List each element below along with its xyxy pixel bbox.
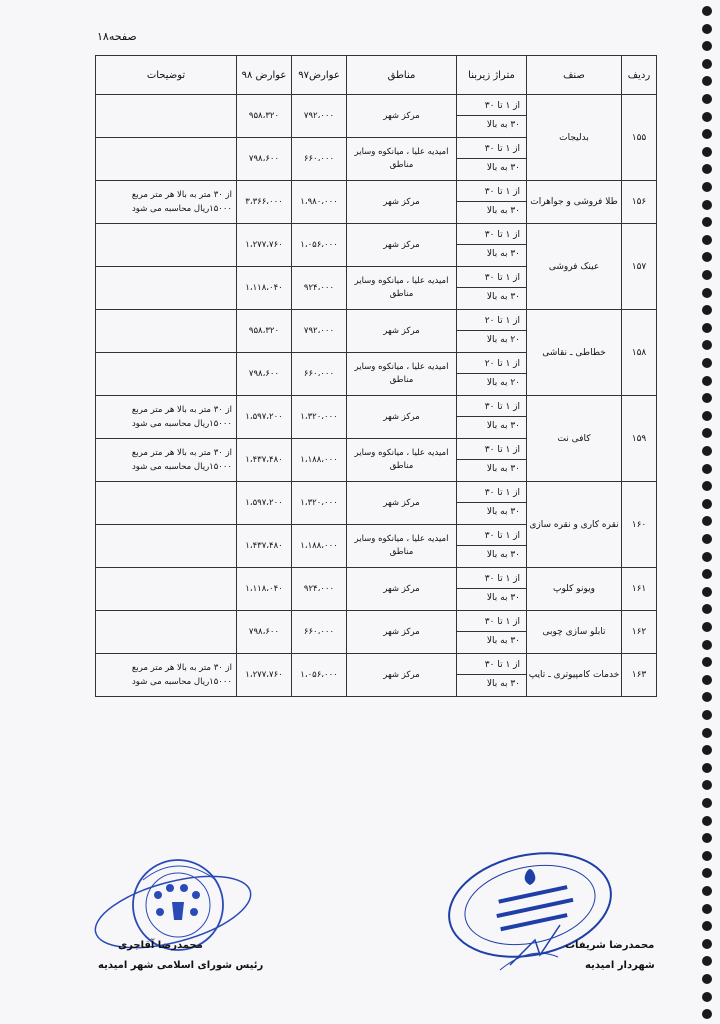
- binding-hole: [702, 428, 712, 438]
- binding-hole: [702, 1009, 712, 1019]
- area-range: ۳۰ به بالا: [486, 464, 520, 474]
- cell-fee98: ۳،۳۶۶،۰۰۰: [237, 181, 292, 224]
- cell-row-number: ۱۶۳: [622, 654, 657, 697]
- spiral-binding: [698, 0, 714, 1024]
- cell-description: از ۳۰ متر به بالا هر متر مربع ۱۵۰۰۰ریال محاسبه می شود: [96, 439, 237, 482]
- binding-hole: [702, 464, 712, 474]
- area-range: از ۱ تا ۳۰: [457, 269, 526, 288]
- cell-zone: مرکز شهر: [347, 482, 457, 525]
- binding-hole: [702, 587, 712, 597]
- cell-fee97: ۱،۹۸۰،۰۰۰: [292, 181, 347, 224]
- table-row: [96, 396, 657, 439]
- binding-hole: [702, 552, 712, 562]
- header-fee97: عوارض۹۷: [292, 56, 347, 95]
- cell-guild: ویونو کلوپ: [527, 568, 622, 611]
- area-range: از ۱ تا ۲۰: [457, 355, 526, 374]
- binding-hole: [702, 939, 712, 949]
- cell-area: [457, 138, 527, 181]
- binding-hole: [702, 59, 712, 69]
- cell-fee98: ۱،۴۳۷،۴۸۰: [237, 525, 292, 568]
- cell-fee97: ۹۲۴،۰۰۰: [292, 267, 347, 310]
- binding-hole: [702, 147, 712, 157]
- binding-hole: [702, 640, 712, 650]
- cell-fee98: ۱،۵۹۷،۲۰۰: [237, 482, 292, 525]
- binding-hole: [702, 851, 712, 861]
- cell-fee97: ۱،۱۸۸،۰۰۰: [292, 439, 347, 482]
- header-zone: مناطق: [347, 56, 457, 95]
- header-fee98: عوارض ۹۸: [237, 56, 292, 95]
- binding-hole: [702, 182, 712, 192]
- cell-fee97: ۱،۱۸۸،۰۰۰: [292, 525, 347, 568]
- cell-description: از ۳۰ متر به بالا هر متر مربع ۱۵۰۰۰ریال محاسبه می شود: [96, 396, 237, 439]
- table-row: [96, 568, 657, 611]
- area-range: ۲۰ به بالا: [486, 378, 520, 388]
- binding-hole: [702, 112, 712, 122]
- cell-description: [96, 138, 237, 181]
- cell-zone: مرکز شهر: [347, 396, 457, 439]
- binding-hole: [702, 411, 712, 421]
- binding-hole: [702, 516, 712, 526]
- cell-fee98: ۱،۲۷۷،۷۶۰: [237, 224, 292, 267]
- header-description: توضیحات: [96, 56, 237, 95]
- area-range: از ۱ تا ۳۰: [457, 398, 526, 417]
- cell-zone: مرکز شهر: [347, 568, 457, 611]
- cell-area: [457, 267, 527, 310]
- binding-hole: [702, 235, 712, 245]
- cell-area: [457, 95, 527, 138]
- area-range: از ۱ تا ۳۰: [457, 140, 526, 159]
- binding-hole: [702, 481, 712, 491]
- cell-zone: مرکز شهر: [347, 224, 457, 267]
- cell-description: [96, 353, 237, 396]
- binding-hole: [702, 569, 712, 579]
- cell-description: [96, 482, 237, 525]
- cell-zone: امیدیه علیا ، میانکوه وسایر مناطق: [347, 525, 457, 568]
- binding-hole: [702, 675, 712, 685]
- cell-fee98: ۷۹۸،۶۰۰: [237, 138, 292, 181]
- binding-hole: [702, 499, 712, 509]
- area-range: ۳۰ به بالا: [486, 163, 520, 173]
- binding-hole: [702, 886, 712, 896]
- binding-hole: [702, 270, 712, 280]
- cell-guild: تابلو سازی چوبی: [527, 611, 622, 654]
- tariff-table: [95, 55, 657, 697]
- area-range: ۳۰ به بالا: [486, 636, 520, 646]
- area-range: از ۱ تا ۳۰: [457, 527, 526, 546]
- cell-fee98: ۱،۵۹۷،۲۰۰: [237, 396, 292, 439]
- cell-area: [457, 353, 527, 396]
- table-row: [96, 654, 657, 697]
- binding-hole: [702, 833, 712, 843]
- area-range: ۳۰ به بالا: [486, 120, 520, 130]
- page-number: صفحه۱۸: [97, 30, 137, 43]
- area-range: ۳۰ به بالا: [486, 679, 520, 689]
- area-range: از ۱ تا ۳۰: [457, 441, 526, 460]
- binding-hole: [702, 358, 712, 368]
- cell-guild: عینک فروشی: [527, 224, 622, 310]
- binding-hole: [702, 657, 712, 667]
- area-range: ۳۰ به بالا: [486, 249, 520, 259]
- table-header-row: [96, 56, 657, 95]
- binding-hole: [702, 604, 712, 614]
- binding-hole: [702, 323, 712, 333]
- cell-area: [457, 224, 527, 267]
- binding-hole: [702, 780, 712, 790]
- cell-description: [96, 568, 237, 611]
- binding-hole: [702, 534, 712, 544]
- cell-fee98: ۷۹۸،۶۰۰: [237, 353, 292, 396]
- binding-hole: [702, 974, 712, 984]
- table-row: [96, 611, 657, 654]
- binding-hole: [702, 904, 712, 914]
- cell-guild: نقره کاری و نقره سازی: [527, 482, 622, 568]
- binding-hole: [702, 622, 712, 632]
- area-range: ۳۰ به بالا: [486, 292, 520, 302]
- area-range: ۳۰ به بالا: [486, 550, 520, 560]
- binding-hole: [702, 217, 712, 227]
- binding-hole: [702, 992, 712, 1002]
- cell-fee97: ۱،۰۵۶،۰۰۰: [292, 654, 347, 697]
- area-range: ۳۰ به بالا: [486, 593, 520, 603]
- binding-hole: [702, 956, 712, 966]
- cell-fee97: ۱،۳۲۰،۰۰۰: [292, 482, 347, 525]
- cell-fee97: ۶۶۰،۰۰۰: [292, 353, 347, 396]
- cell-fee97: ۶۶۰،۰۰۰: [292, 611, 347, 654]
- binding-hole: [702, 164, 712, 174]
- area-range: از ۱ تا ۳۰: [457, 183, 526, 202]
- cell-zone: امیدیه علیا ، میانکوه وسایر مناطق: [347, 267, 457, 310]
- cell-zone: امیدیه علیا ، میانکوه وسایر مناطق: [347, 439, 457, 482]
- binding-hole: [702, 129, 712, 139]
- cell-row-number: ۱۵۹: [622, 396, 657, 482]
- binding-hole: [702, 798, 712, 808]
- signature-left-title: رئیس شورای اسلامی شهر امیدیه: [98, 960, 264, 971]
- cell-description: [96, 267, 237, 310]
- cell-row-number: ۱۵۵: [622, 95, 657, 181]
- cell-fee97: ۶۶۰،۰۰۰: [292, 138, 347, 181]
- table-row: [96, 181, 657, 224]
- binding-hole: [702, 692, 712, 702]
- cell-fee98: ۹۵۸،۳۲۰: [237, 310, 292, 353]
- cell-zone: مرکز شهر: [347, 95, 457, 138]
- cell-guild: کافی نت: [527, 396, 622, 482]
- table-row: [96, 95, 657, 138]
- binding-hole: [702, 200, 712, 210]
- cell-guild: بدلیجات: [527, 95, 622, 181]
- cell-area: [457, 482, 527, 525]
- cell-fee98: ۱،۲۷۷،۷۶۰: [237, 654, 292, 697]
- binding-hole: [702, 728, 712, 738]
- cell-description: از ۳۰ متر به بالا هر متر مربع ۱۵۰۰۰ریال محاسبه می شود: [96, 654, 237, 697]
- signature-right-name: محمدرضا شریفات: [565, 940, 655, 951]
- binding-hole: [702, 816, 712, 826]
- table-row: [96, 310, 657, 353]
- cell-fee98: ۷۹۸،۶۰۰: [237, 611, 292, 654]
- binding-hole: [702, 24, 712, 34]
- area-range: از ۱ تا ۳۰: [457, 570, 526, 589]
- cell-fee98: ۱،۴۳۷،۴۸۰: [237, 439, 292, 482]
- signature-left-name: محمدرضا آقاجری: [118, 940, 203, 951]
- binding-hole: [702, 6, 712, 16]
- area-range: ۳۰ به بالا: [486, 507, 520, 517]
- cell-description: [96, 611, 237, 654]
- table-row: [96, 482, 657, 525]
- binding-hole: [702, 288, 712, 298]
- cell-row-number: ۱۵۸: [622, 310, 657, 396]
- area-range: ۲۰ به بالا: [486, 335, 520, 345]
- cell-area: [457, 568, 527, 611]
- cell-fee97: ۷۹۲،۰۰۰: [292, 95, 347, 138]
- cell-guild: خدمات کامپیوتری ـ تایپ: [527, 654, 622, 697]
- binding-hole: [702, 763, 712, 773]
- cell-fee97: ۷۹۲،۰۰۰: [292, 310, 347, 353]
- cell-fee97: ۹۲۴،۰۰۰: [292, 568, 347, 611]
- cell-area: [457, 439, 527, 482]
- header-area: متراژ زیربنا: [457, 56, 527, 95]
- cell-fee97: ۱،۰۵۶،۰۰۰: [292, 224, 347, 267]
- cell-area: [457, 181, 527, 224]
- cell-description: از ۳۰ متر به بالا هر متر مربع ۱۵۰۰۰ریال محاسبه می شود: [96, 181, 237, 224]
- area-range: ۳۰ به بالا: [486, 206, 520, 216]
- binding-hole: [702, 745, 712, 755]
- cell-row-number: ۱۵۶: [622, 181, 657, 224]
- cell-area: [457, 611, 527, 654]
- cell-fee98: ۱،۱۱۸،۰۴۰: [237, 267, 292, 310]
- cell-description: [96, 310, 237, 353]
- header-guild: صنف: [527, 56, 622, 95]
- binding-hole: [702, 710, 712, 720]
- cell-description: [96, 95, 237, 138]
- cell-area: [457, 310, 527, 353]
- binding-hole: [702, 393, 712, 403]
- cell-area: [457, 654, 527, 697]
- area-range: از ۱ تا ۳۰: [457, 97, 526, 116]
- cell-fee98: ۹۵۸،۳۲۰: [237, 95, 292, 138]
- signature-right-title: شهردار امیدیه: [585, 960, 655, 971]
- binding-hole: [702, 41, 712, 51]
- binding-hole: [702, 252, 712, 262]
- binding-hole: [702, 305, 712, 315]
- cell-fee98: ۱،۱۱۸،۰۴۰: [237, 568, 292, 611]
- cell-description: [96, 525, 237, 568]
- area-range: از ۱ تا ۳۰: [457, 484, 526, 503]
- cell-guild: خطاطی ـ نقاشی: [527, 310, 622, 396]
- header-row-number: ردیف: [622, 56, 657, 95]
- cell-row-number: ۱۶۱: [622, 568, 657, 611]
- area-range: از ۱ تا ۳۰: [457, 656, 526, 675]
- cell-row-number: ۱۶۰: [622, 482, 657, 568]
- cell-area: [457, 525, 527, 568]
- cell-description: [96, 224, 237, 267]
- cell-zone: امیدیه علیا ، میانکوه وسایر مناطق: [347, 138, 457, 181]
- cell-area: [457, 396, 527, 439]
- binding-hole: [702, 446, 712, 456]
- binding-hole: [702, 868, 712, 878]
- cell-row-number: ۱۶۲: [622, 611, 657, 654]
- cell-guild: طلا فروشی و جواهرات: [527, 181, 622, 224]
- binding-hole: [702, 921, 712, 931]
- table-row: [96, 224, 657, 267]
- area-range: از ۱ تا ۳۰: [457, 226, 526, 245]
- cell-zone: مرکز شهر: [347, 654, 457, 697]
- cell-fee97: ۱،۳۲۰،۰۰۰: [292, 396, 347, 439]
- binding-hole: [702, 76, 712, 86]
- cell-zone: مرکز شهر: [347, 181, 457, 224]
- cell-zone: مرکز شهر: [347, 310, 457, 353]
- area-range: از ۱ تا ۳۰: [457, 613, 526, 632]
- binding-hole: [702, 340, 712, 350]
- area-range: ۳۰ به بالا: [486, 421, 520, 431]
- cell-row-number: ۱۵۷: [622, 224, 657, 310]
- area-range: از ۱ تا ۲۰: [457, 312, 526, 331]
- table-body: [96, 95, 657, 697]
- binding-hole: [702, 376, 712, 386]
- cell-zone: امیدیه علیا ، میانکوه وسایر مناطق: [347, 353, 457, 396]
- binding-hole: [702, 94, 712, 104]
- cell-zone: مرکز شهر: [347, 611, 457, 654]
